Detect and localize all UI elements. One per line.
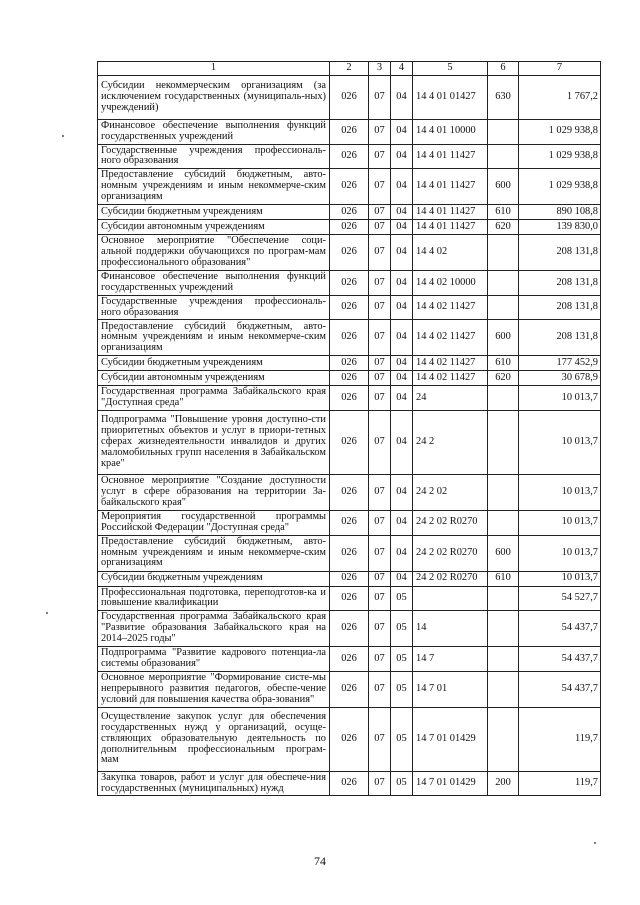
- row-code: 026: [330, 76, 369, 120]
- row-subsection: 04: [391, 205, 413, 220]
- row-name: Финансовое обеспечение выполнения функций государственных учреждений: [98, 271, 330, 296]
- row-amount: 1 029 938,8: [519, 120, 601, 145]
- row-subsection: 04: [391, 320, 413, 356]
- row-target-article: 14 4 02 11427: [413, 356, 488, 371]
- row-name: Субсидии некоммерческим организациям (за исключением государственных (муниципаль-ных) учреждений): [98, 76, 330, 120]
- row-subsection: 04: [391, 386, 413, 411]
- row-section: 07: [369, 586, 391, 611]
- table-header-row: [98, 62, 601, 76]
- row-amount: 208 131,8: [519, 271, 601, 296]
- row-code: 026: [330, 535, 369, 571]
- row-name: Субсидии бюджетным учреждениям: [98, 571, 330, 586]
- row-amount: 30 678,9: [519, 371, 601, 386]
- row-amount: 177 452,9: [519, 356, 601, 371]
- row-section: 07: [369, 120, 391, 145]
- row-code: 026: [330, 707, 369, 771]
- row-amount: 10 013,7: [519, 386, 601, 411]
- header-cell: 3: [369, 62, 391, 76]
- row-section: 07: [369, 671, 391, 707]
- row-target-article: 14 4 02 11427: [413, 320, 488, 356]
- row-code: 026: [330, 611, 369, 647]
- row-code: 026: [330, 474, 369, 510]
- row-expense-type: [488, 586, 519, 611]
- row-subsection: 04: [391, 410, 413, 474]
- table-row: [98, 271, 601, 296]
- scan-speck: [62, 135, 64, 137]
- row-code: 026: [330, 220, 369, 235]
- row-amount: 1 029 938,8: [519, 144, 601, 169]
- row-name: Государственные учреждения профессиональ-ного образования: [98, 295, 330, 320]
- row-section: 07: [369, 707, 391, 771]
- header-cell: 2: [330, 62, 369, 76]
- row-subsection: 04: [391, 571, 413, 586]
- row-subsection: 05: [391, 671, 413, 707]
- row-section: 07: [369, 647, 391, 672]
- row-subsection: 04: [391, 356, 413, 371]
- row-name: Субсидии бюджетным учреждениям: [98, 356, 330, 371]
- header-cell: 1: [98, 62, 330, 76]
- row-name: Предоставление субсидий бюджетным, авто-номным учреждениям и иным некоммерче-ским организациям: [98, 169, 330, 205]
- row-amount: 54 437,7: [519, 611, 601, 647]
- table-row: [98, 671, 601, 707]
- row-target-article: 24 2 02 R0270: [413, 571, 488, 586]
- row-target-article: 14 4 01 11427: [413, 169, 488, 205]
- row-subsection: 05: [391, 586, 413, 611]
- row-section: 07: [369, 235, 391, 271]
- row-expense-type: 600: [488, 169, 519, 205]
- table-row: [98, 474, 601, 510]
- row-expense-type: 610: [488, 356, 519, 371]
- table-row: [98, 220, 601, 235]
- row-target-article: 14 4 02 11427: [413, 371, 488, 386]
- row-subsection: 05: [391, 771, 413, 796]
- row-expense-type: 620: [488, 220, 519, 235]
- row-name: Государственные учреждения профессиональ-ного образования: [98, 144, 330, 169]
- row-expense-type: 630: [488, 76, 519, 120]
- row-section: 07: [369, 205, 391, 220]
- row-code: 026: [330, 169, 369, 205]
- row-expense-type: [488, 671, 519, 707]
- row-target-article: 24 2 02 R0270: [413, 510, 488, 535]
- row-subsection: 04: [391, 371, 413, 386]
- row-name: Государственная программа Забайкальского края "Доступная среда": [98, 386, 330, 411]
- row-code: 026: [330, 510, 369, 535]
- row-name: Мероприятия государственной программы Российской Федерации "Доступная среда": [98, 510, 330, 535]
- row-target-article: 14 7 01: [413, 671, 488, 707]
- row-target-article: 14 7 01 01429: [413, 707, 488, 771]
- row-target-article: 14 4 01 01427: [413, 76, 488, 120]
- row-section: 07: [369, 320, 391, 356]
- row-section: 07: [369, 371, 391, 386]
- row-section: 07: [369, 611, 391, 647]
- row-target-article: 14 4 02: [413, 235, 488, 271]
- row-expense-type: 610: [488, 205, 519, 220]
- row-subsection: 04: [391, 235, 413, 271]
- row-expense-type: [488, 295, 519, 320]
- row-code: 026: [330, 235, 369, 271]
- row-amount: 10 013,7: [519, 410, 601, 474]
- row-code: 026: [330, 295, 369, 320]
- header-cell: 7: [519, 62, 601, 76]
- table-row: [98, 144, 601, 169]
- row-expense-type: [488, 611, 519, 647]
- header-cell: 5: [413, 62, 488, 76]
- row-target-article: 24 2 02 R0270: [413, 535, 488, 571]
- row-code: 026: [330, 371, 369, 386]
- table-row: [98, 586, 601, 611]
- row-name: Подпрограмма "Повышение уровня доступно-сти приоритетных объектов и услуг в приори-тетных сферах жизнедеятельности инвалидов и других маломобильных групп населения в Забайкальском крае": [98, 410, 330, 474]
- row-target-article: 24: [413, 386, 488, 411]
- row-section: 07: [369, 535, 391, 571]
- row-code: 026: [330, 410, 369, 474]
- row-target-article: 14: [413, 611, 488, 647]
- row-section: 07: [369, 771, 391, 796]
- row-subsection: 04: [391, 510, 413, 535]
- row-target-article: 14 7 01 01429: [413, 771, 488, 796]
- row-expense-type: [488, 647, 519, 672]
- row-section: 07: [369, 271, 391, 296]
- row-amount: 119,7: [519, 707, 601, 771]
- row-amount: 10 013,7: [519, 535, 601, 571]
- row-expense-type: 620: [488, 371, 519, 386]
- row-expense-type: 200: [488, 771, 519, 796]
- row-subsection: 05: [391, 611, 413, 647]
- table-row: [98, 205, 601, 220]
- row-name: Предоставление субсидий бюджетным, авто-номным учреждениям и иным некоммерче-ским организациям: [98, 320, 330, 356]
- row-name: Закупка товаров, работ и услуг для обеспече-ния государственных (муниципальных) нужд: [98, 771, 330, 796]
- row-subsection: 04: [391, 169, 413, 205]
- row-code: 026: [330, 671, 369, 707]
- row-subsection: 05: [391, 647, 413, 672]
- row-section: 07: [369, 510, 391, 535]
- row-amount: 119,7: [519, 771, 601, 796]
- table-row: [98, 771, 601, 796]
- row-expense-type: 610: [488, 571, 519, 586]
- row-subsection: 04: [391, 76, 413, 120]
- row-code: 026: [330, 271, 369, 296]
- row-amount: 54 527,7: [519, 586, 601, 611]
- row-target-article: 14 4 02 10000: [413, 271, 488, 296]
- row-amount: 10 013,7: [519, 474, 601, 510]
- table-row: [98, 647, 601, 672]
- row-code: 026: [330, 386, 369, 411]
- row-amount: 54 437,7: [519, 671, 601, 707]
- budget-table: [97, 61, 601, 796]
- row-code: 026: [330, 205, 369, 220]
- row-section: 07: [369, 76, 391, 120]
- row-section: 07: [369, 295, 391, 320]
- row-expense-type: [488, 144, 519, 169]
- row-expense-type: [488, 410, 519, 474]
- row-target-article: 24 2 02: [413, 474, 488, 510]
- row-subsection: 05: [391, 707, 413, 771]
- table-row: [98, 410, 601, 474]
- row-amount: 10 013,7: [519, 571, 601, 586]
- row-name: Субсидии автономным учреждениям: [98, 220, 330, 235]
- row-amount: 139 830,0: [519, 220, 601, 235]
- table-row: [98, 386, 601, 411]
- row-name: Основное мероприятие "Обеспечение соци-альной поддержки обучающихся по програм-мам профессионального образования": [98, 235, 330, 271]
- row-code: 026: [330, 356, 369, 371]
- table-row: [98, 169, 601, 205]
- row-expense-type: [488, 386, 519, 411]
- table-row: [98, 235, 601, 271]
- row-subsection: 04: [391, 271, 413, 296]
- row-target-article: 14 4 01 11427: [413, 205, 488, 220]
- row-expense-type: [488, 707, 519, 771]
- table-row: [98, 295, 601, 320]
- row-section: 07: [369, 220, 391, 235]
- row-section: 07: [369, 410, 391, 474]
- row-amount: 208 131,8: [519, 320, 601, 356]
- row-expense-type: 600: [488, 535, 519, 571]
- row-target-article: 24 2: [413, 410, 488, 474]
- row-code: 026: [330, 571, 369, 586]
- row-target-article: 14 4 01 10000: [413, 120, 488, 145]
- row-expense-type: [488, 120, 519, 145]
- table-row: [98, 356, 601, 371]
- table-body: [98, 76, 601, 796]
- row-amount: 208 131,8: [519, 295, 601, 320]
- row-subsection: 04: [391, 220, 413, 235]
- row-target-article: 14 7: [413, 647, 488, 672]
- row-target-article: [413, 586, 488, 611]
- row-expense-type: [488, 510, 519, 535]
- table-row: [98, 571, 601, 586]
- row-code: 026: [330, 647, 369, 672]
- row-subsection: 04: [391, 474, 413, 510]
- row-name: Осуществление закупок услуг для обеспечения государственных нужд у организаций, осуще-ствляющих образовательную деятельность по дополнительным профессиональным програм-мам: [98, 707, 330, 771]
- row-code: 026: [330, 586, 369, 611]
- row-section: 07: [369, 356, 391, 371]
- header-cell: 4: [391, 62, 413, 76]
- row-expense-type: [488, 271, 519, 296]
- row-subsection: 04: [391, 144, 413, 169]
- row-section: 07: [369, 474, 391, 510]
- row-amount: 1 029 938,8: [519, 169, 601, 205]
- table-row: [98, 76, 601, 120]
- row-code: 026: [330, 320, 369, 356]
- row-section: 07: [369, 386, 391, 411]
- table-row: [98, 611, 601, 647]
- table-row: [98, 320, 601, 356]
- row-name: Предоставление субсидий бюджетным, авто-номным учреждениям и иным некоммерче-ским организациям: [98, 535, 330, 571]
- row-target-article: 14 4 02 11427: [413, 295, 488, 320]
- scan-speck: [46, 612, 48, 614]
- table-row: [98, 535, 601, 571]
- row-amount: 208 131,8: [519, 235, 601, 271]
- row-code: 026: [330, 120, 369, 145]
- row-name: Государственная программа Забайкальского края "Развитие образования Забайкальского края на 2014–2025 годы": [98, 611, 330, 647]
- row-name: Субсидии автономным учреждениям: [98, 371, 330, 386]
- table-row: [98, 371, 601, 386]
- page-number: 74: [314, 854, 326, 868]
- row-expense-type: [488, 235, 519, 271]
- table-row: [98, 707, 601, 771]
- scan-speck: [594, 842, 596, 844]
- row-expense-type: [488, 474, 519, 510]
- row-name: Финансовое обеспечение выполнения функций государственных учреждений: [98, 120, 330, 145]
- row-name: Подпрограмма "Развитие кадрового потенциа-ла системы образования": [98, 647, 330, 672]
- row-section: 07: [369, 571, 391, 586]
- row-amount: 890 108,8: [519, 205, 601, 220]
- row-target-article: 14 4 01 11427: [413, 220, 488, 235]
- row-section: 07: [369, 144, 391, 169]
- row-subsection: 04: [391, 295, 413, 320]
- row-name: Основное мероприятие "Формирование систе-мы непрерывного развития педагогов, обеспе-чение условий для повышения качества обра-зования": [98, 671, 330, 707]
- row-name: Основное мероприятие "Создание доступности услуг в сфере образования на территории За-байкальского края": [98, 474, 330, 510]
- row-subsection: 04: [391, 535, 413, 571]
- table-row: [98, 510, 601, 535]
- table-row: [98, 120, 601, 145]
- row-target-article: 14 4 01 11427: [413, 144, 488, 169]
- header-cell: 6: [488, 62, 519, 76]
- row-name: Профессиональная подготовка, переподготов-ка и повышение квалификации: [98, 586, 330, 611]
- row-name: Субсидии бюджетным учреждениям: [98, 205, 330, 220]
- row-amount: 10 013,7: [519, 510, 601, 535]
- row-amount: 54 437,7: [519, 647, 601, 672]
- row-amount: 1 767,2: [519, 76, 601, 120]
- row-subsection: 04: [391, 120, 413, 145]
- row-code: 026: [330, 144, 369, 169]
- row-expense-type: 600: [488, 320, 519, 356]
- row-section: 07: [369, 169, 391, 205]
- row-code: 026: [330, 771, 369, 796]
